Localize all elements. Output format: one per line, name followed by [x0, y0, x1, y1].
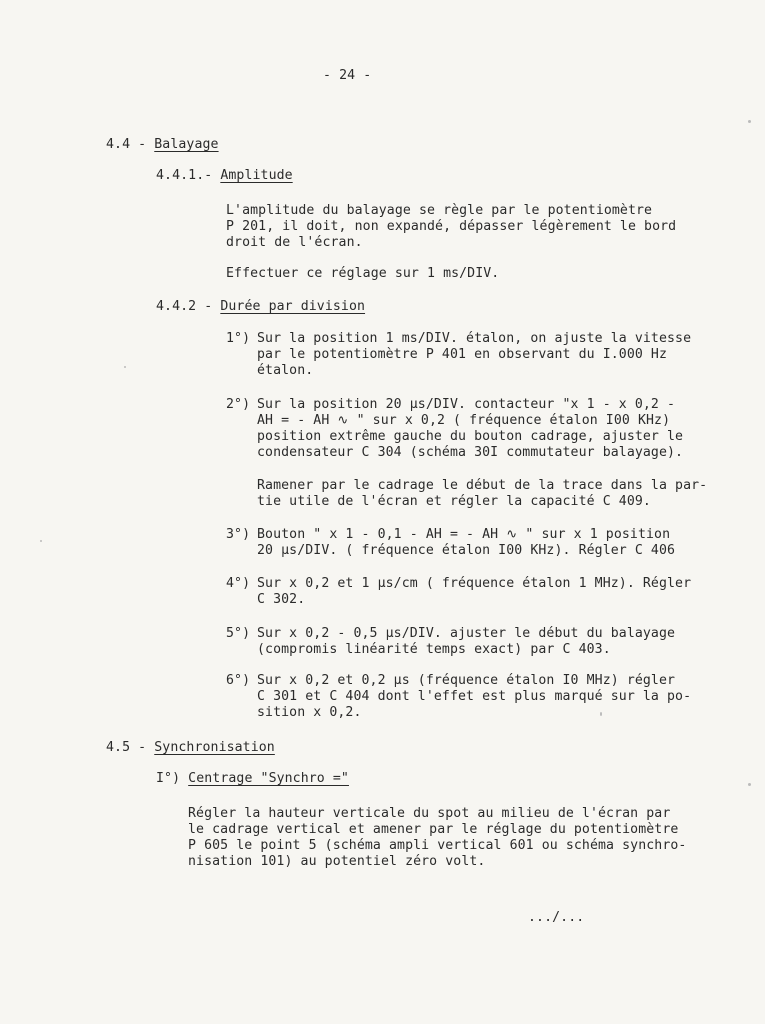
scan-speck [124, 366, 126, 368]
item-line: par le potentiomètre P 401 en observant du I.000 Hz [257, 347, 668, 362]
section-number: 4.4.1.- [156, 168, 221, 183]
page-number: - 24 - [323, 68, 372, 83]
item-line: Ramener par le cadrage le début de la trace dans la par- [257, 478, 708, 493]
section-4-4-heading [106, 137, 219, 153]
scan-speck [748, 120, 751, 123]
item-line: Bouton " x 1 - 0,1 - AH = - AH ∿ " sur x 1 position [257, 527, 671, 542]
item-line: condensateur C 304 (schéma 30I commutateur balayage). [257, 445, 684, 460]
scan-speck [40, 540, 42, 542]
section-number: 4.4 - [106, 137, 155, 152]
item-line: Sur x 0,2 et 1 µs/cm ( fréquence étalon 1 MHz). Régler [257, 576, 692, 591]
section-4-4-2-heading [156, 299, 365, 315]
item-line: 20 µs/DIV. ( fréquence étalon I00 KHz). Régler C 406 [257, 543, 676, 558]
continuation-mark: .../... [528, 910, 585, 925]
subsection-number: I°) [156, 771, 189, 786]
scan-speck [600, 712, 602, 716]
item-number: 3°) [226, 527, 251, 542]
item-line: Sur la position 1 ms/DIV. étalon, on ajuste la vitesse [257, 331, 692, 346]
section-4-4-1-heading [156, 168, 293, 184]
paragraph-line: Effectuer ce réglage sur 1 ms/DIV. [226, 266, 500, 281]
paragraph-line: L'amplitude du balayage se règle par le potentiomètre [226, 203, 653, 218]
paragraph-line: Régler la hauteur verticale du spot au milieu de l'écran par [188, 806, 671, 821]
item-line: (compromis linéarité temps exact) par C 403. [257, 642, 611, 657]
item-line: AH = - AH ∿ " sur x 0,2 ( fréquence étalon I00 KHz) [257, 413, 671, 428]
item-line: tie utile de l'écran et régler la capacité C 409. [257, 494, 651, 509]
item-line: Sur x 0,2 et 0,2 µs (fréquence étalon I0 MHz) régler [257, 673, 676, 688]
item-line: étalon. [257, 363, 314, 378]
item-line: Sur x 0,2 - 0,5 µs/DIV. ajuster le début du balayage [257, 626, 676, 641]
paragraph-line: nisation 101) au potentiel zéro volt. [188, 854, 486, 869]
section-title: Synchronisation [154, 740, 275, 755]
item-line: position extrême gauche du bouton cadrage, ajuster le [257, 429, 684, 444]
paragraph-line: P 201, il doit, non expandé, dépasser légèrement le bord [226, 219, 677, 234]
item-number: 4°) [226, 576, 251, 591]
item-line: Sur la position 20 µs/DIV. contacteur "x 1 - x 0,2 - [257, 397, 676, 412]
item-number: 2°) [226, 397, 251, 412]
subsection-title: Centrage "Synchro =" [188, 771, 349, 786]
item-line: sition x 0,2. [257, 705, 362, 720]
section-number: 4.4.2 - [156, 299, 221, 314]
section-number: 4.5 - [106, 740, 155, 755]
item-number: 6°) [226, 673, 251, 688]
paragraph-line: P 605 le point 5 (schéma ampli vertical 601 ou schéma synchro- [188, 838, 687, 853]
section-4-5-heading [106, 740, 275, 756]
section-title: Amplitude [220, 168, 293, 183]
paragraph-line: le cadrage vertical et amener par le réglage du potentiomètre [188, 822, 679, 837]
item-line: C 301 et C 404 dont l'effet est plus marqué sur la po- [257, 689, 692, 704]
item-number: 5°) [226, 626, 251, 641]
item-line: C 302. [257, 592, 306, 607]
paragraph-line: droit de l'écran. [226, 235, 363, 250]
item-number: 1°) [226, 331, 251, 346]
scan-speck [748, 783, 751, 786]
subsection-heading [156, 771, 349, 787]
section-title: Balayage [154, 137, 219, 152]
section-title: Durée par division [220, 299, 366, 314]
